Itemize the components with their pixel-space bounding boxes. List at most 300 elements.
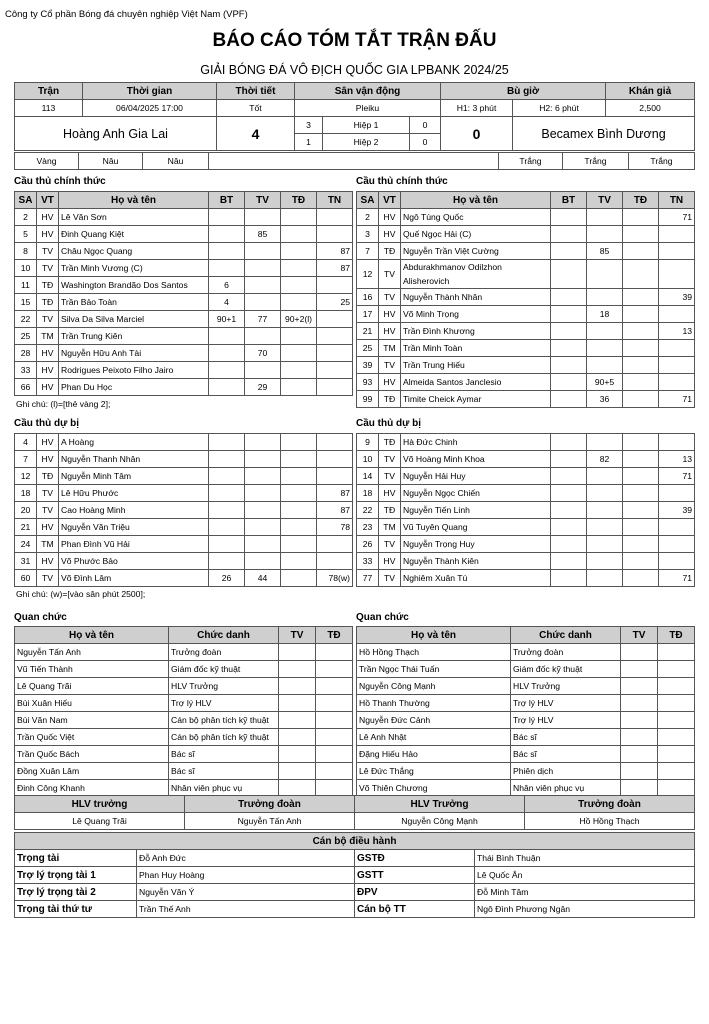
player-sub-out: 71 — [659, 468, 695, 485]
referees-table — [14, 832, 695, 918]
player-name: Nguyễn Minh Tâm — [59, 468, 209, 485]
player-name: Lê Văn Sơn — [59, 209, 209, 226]
table-row — [15, 294, 353, 311]
player-yellow — [245, 243, 281, 260]
player-position: TV — [37, 260, 59, 277]
official-title: Trợ lý HLV — [511, 712, 621, 729]
player-position: TĐ — [37, 294, 59, 311]
player-sub-out: 13 — [659, 323, 695, 340]
player-name: Trần Trung Kiên — [59, 328, 209, 345]
table-row — [357, 661, 695, 678]
table-row — [357, 746, 695, 763]
player-position: TV — [379, 536, 401, 553]
player-sub-out: 25 — [317, 294, 353, 311]
player-position: HV — [37, 553, 59, 570]
ref-role-label: Trọng tài — [15, 850, 137, 867]
table-row — [357, 570, 695, 587]
player-goals — [551, 451, 587, 468]
official-name: Đinh Công Khanh — [15, 780, 169, 797]
table-row — [15, 644, 353, 661]
official-name: Bùi Xuân Hiếu — [15, 695, 169, 712]
official-yellow — [621, 712, 658, 729]
player-goals — [551, 340, 587, 357]
player-yellow — [587, 260, 623, 289]
player-red — [623, 536, 659, 553]
player-col-header: TN — [659, 192, 695, 209]
official-red — [316, 678, 353, 695]
player-name: Nguyễn Trọng Huy — [401, 536, 551, 553]
player-sub-out: 71 — [659, 209, 695, 226]
official-red — [658, 661, 695, 678]
player-number: 21 — [15, 519, 37, 536]
player-sub-out — [659, 536, 695, 553]
table-row — [357, 209, 695, 226]
player-number: 33 — [15, 362, 37, 379]
table-row — [357, 260, 695, 289]
official-name: Lê Anh Nhật — [357, 729, 511, 746]
player-position: TV — [37, 311, 59, 328]
player-sub-out — [317, 345, 353, 362]
official-yellow — [621, 729, 658, 746]
player-sub-out: 71 — [659, 391, 695, 408]
official-name: Võ Thiên Chương — [357, 780, 511, 797]
player-position: TV — [379, 260, 401, 289]
player-position: HV — [37, 226, 59, 243]
table-row — [357, 763, 695, 780]
table-row — [15, 362, 353, 379]
player-yellow: 82 — [587, 451, 623, 468]
half2-home-score: 1 — [295, 134, 323, 151]
official-title: Nhân viên phục vụ — [511, 780, 621, 797]
player-yellow — [587, 536, 623, 553]
player-name: Ngô Tùng Quốc — [401, 209, 551, 226]
official-red — [658, 678, 695, 695]
player-position: HV — [379, 485, 401, 502]
player-red — [623, 260, 659, 289]
table-row — [15, 746, 353, 763]
player-position: HV — [37, 345, 59, 362]
player-number: 25 — [15, 328, 37, 345]
official-red — [316, 729, 353, 746]
player-yellow — [245, 260, 281, 277]
player-yellow — [587, 209, 623, 226]
header-stadium: Sân vận động — [295, 83, 441, 100]
player-yellow — [587, 340, 623, 357]
player-goals — [551, 485, 587, 502]
player-number: 28 — [15, 345, 37, 362]
player-red — [281, 434, 317, 451]
table-row — [15, 712, 353, 729]
player-name: Nguyễn Hữu Anh Tài — [59, 345, 209, 362]
player-sub-out — [317, 209, 353, 226]
home-officials-table — [14, 626, 353, 797]
ref-name: Nguyễn Văn Ý — [137, 884, 355, 901]
home-subs-table — [14, 433, 353, 587]
official-col-header: Họ và tên — [15, 627, 169, 644]
player-position: HV — [379, 306, 401, 323]
player-yellow — [245, 277, 281, 294]
player-red: 90+2(l) — [281, 311, 317, 328]
stoppage-h1: H1: 3 phút — [441, 100, 513, 117]
player-goals — [209, 260, 245, 277]
official-col-header: Chức danh — [169, 627, 279, 644]
player-position: TM — [37, 536, 59, 553]
player-red — [281, 260, 317, 277]
official-red — [316, 746, 353, 763]
player-goals — [209, 209, 245, 226]
player-goals — [551, 226, 587, 243]
player-red — [281, 536, 317, 553]
player-number: 8 — [15, 243, 37, 260]
table-row — [15, 678, 353, 695]
ref-role-label: Trọng tài thứ tư — [15, 901, 137, 918]
official-name: Lê Quang Trãi — [15, 678, 169, 695]
official-yellow — [621, 678, 658, 695]
official-col-header: Họ và tên — [357, 627, 511, 644]
player-sub-out — [317, 451, 353, 468]
player-yellow — [245, 362, 281, 379]
player-number: 21 — [357, 323, 379, 340]
player-yellow — [587, 553, 623, 570]
player-position: TV — [37, 243, 59, 260]
player-number: 25 — [357, 340, 379, 357]
player-goals: 6 — [209, 277, 245, 294]
player-red — [281, 226, 317, 243]
official-red — [316, 780, 353, 797]
player-number: 18 — [357, 485, 379, 502]
player-red — [623, 209, 659, 226]
player-goals: 4 — [209, 294, 245, 311]
half2-away-score: 0 — [410, 134, 441, 151]
player-name: Nguyễn Hải Huy — [401, 468, 551, 485]
table-row — [357, 340, 695, 357]
player-goals — [551, 374, 587, 391]
official-red — [316, 695, 353, 712]
player-number: 11 — [15, 277, 37, 294]
player-col-header: TĐ — [623, 192, 659, 209]
player-position: TV — [379, 570, 401, 587]
player-yellow — [587, 226, 623, 243]
official-yellow — [279, 712, 316, 729]
player-number: 99 — [357, 391, 379, 408]
player-name: Võ Phước Bảo — [59, 553, 209, 570]
player-name: Nguyễn Ngọc Chiến — [401, 485, 551, 502]
player-goals — [551, 306, 587, 323]
player-sub-out — [317, 328, 353, 345]
player-yellow — [245, 451, 281, 468]
table-row — [15, 345, 353, 362]
table-row — [15, 277, 353, 294]
away-officials-title: Quan chức — [356, 612, 409, 623]
player-col-header: TV — [587, 192, 623, 209]
player-goals — [551, 434, 587, 451]
player-yellow: 85 — [245, 226, 281, 243]
player-position: HV — [37, 379, 59, 396]
player-goals — [209, 468, 245, 485]
player-red — [281, 519, 317, 536]
player-number: 24 — [15, 536, 37, 553]
table-row — [15, 434, 353, 451]
player-col-header: TĐ — [281, 192, 317, 209]
player-col-header: SA — [15, 192, 37, 209]
official-yellow — [279, 746, 316, 763]
player-sub-out — [317, 434, 353, 451]
player-number: 3 — [357, 226, 379, 243]
player-number: 33 — [357, 553, 379, 570]
leader-home-coach: Lê Quang Trãi — [15, 813, 185, 830]
player-yellow — [245, 502, 281, 519]
table-row — [15, 226, 353, 243]
player-name: A Hoàng — [59, 434, 209, 451]
player-sub-out: 13 — [659, 451, 695, 468]
player-number: 23 — [357, 519, 379, 536]
player-sub-out: 71 — [659, 570, 695, 587]
player-position: TV — [37, 570, 59, 587]
player-sub-out — [659, 374, 695, 391]
player-yellow: 29 — [245, 379, 281, 396]
official-yellow — [621, 695, 658, 712]
player-number: 26 — [357, 536, 379, 553]
table-row — [357, 374, 695, 391]
player-goals — [209, 243, 245, 260]
ref-name: Ngô Đình Phương Ngân — [475, 901, 695, 918]
player-position: HV — [379, 209, 401, 226]
official-yellow — [621, 763, 658, 780]
player-number: 31 — [15, 553, 37, 570]
player-name: Trần Trung Hiếu — [401, 357, 551, 374]
player-number: 17 — [357, 306, 379, 323]
player-red — [281, 553, 317, 570]
player-position: TM — [37, 328, 59, 345]
player-yellow — [245, 519, 281, 536]
player-position: TĐ — [379, 434, 401, 451]
match-weather: Tốt — [217, 100, 295, 117]
official-name: Trần Ngọc Thái Tuấn — [357, 661, 511, 678]
player-yellow — [587, 502, 623, 519]
home-subs-title: Cầu thủ dự bị — [14, 418, 80, 429]
away-score: 0 — [441, 117, 513, 151]
player-number: 7 — [15, 451, 37, 468]
table-row — [15, 729, 353, 746]
table-row — [15, 695, 353, 712]
player-position: TV — [379, 289, 401, 306]
player-yellow — [587, 357, 623, 374]
official-yellow — [279, 780, 316, 797]
official-name: Trần Quốc Việt — [15, 729, 169, 746]
player-position: TV — [379, 468, 401, 485]
player-red — [281, 570, 317, 587]
table-row — [15, 451, 353, 468]
official-title: HLV Trưởng — [511, 678, 621, 695]
player-number: 5 — [15, 226, 37, 243]
home-score: 4 — [217, 117, 295, 151]
player-yellow — [587, 570, 623, 587]
player-number: 10 — [15, 260, 37, 277]
ref-role-label: Cán bộ TT — [355, 901, 475, 918]
player-yellow — [245, 553, 281, 570]
half2-label: Hiệp 2 — [323, 134, 410, 151]
player-position: TĐ — [379, 391, 401, 408]
away-color-shorts: Trắng — [563, 153, 629, 170]
player-number: 15 — [15, 294, 37, 311]
player-name: Nguyễn Thanh Nhân — [59, 451, 209, 468]
player-sub-out — [659, 434, 695, 451]
player-sub-out — [317, 553, 353, 570]
official-red — [658, 644, 695, 661]
leader-away-manager: Hồ Hồng Thạch — [525, 813, 695, 830]
official-title: Trưởng đoàn — [511, 644, 621, 661]
header-attendance: Khán giả — [606, 83, 695, 100]
player-name: Cao Hoàng Minh — [59, 502, 209, 519]
player-name: Võ Hoàng Minh Khoa — [401, 451, 551, 468]
player-position: TM — [379, 340, 401, 357]
official-col-header: Chức danh — [511, 627, 621, 644]
ref-role-label: GSTT — [355, 867, 475, 884]
official-name: Lê Đức Thắng — [357, 763, 511, 780]
table-row — [357, 678, 695, 695]
home-color-shirt: Vàng — [15, 153, 79, 170]
player-name: Nguyễn Tiến Linh — [401, 502, 551, 519]
player-goals — [209, 379, 245, 396]
player-name: Phan Đình Vũ Hải — [59, 536, 209, 553]
player-red — [623, 243, 659, 260]
player-name: Trần Minh Toàn — [401, 340, 551, 357]
leader-header-away-manager: Trưởng đoàn — [525, 796, 695, 813]
kit-spacer — [209, 153, 499, 170]
player-number: 2 — [15, 209, 37, 226]
ref-name: Trần Thế Anh — [137, 901, 355, 918]
official-title: Cán bộ phân tích kỹ thuật — [169, 712, 279, 729]
player-sub-out: 39 — [659, 289, 695, 306]
player-name: Trần Đình Khương — [401, 323, 551, 340]
player-sub-out — [317, 379, 353, 396]
match-info-table — [14, 82, 695, 151]
player-name: Phan Du Học — [59, 379, 209, 396]
table-row — [357, 391, 695, 408]
player-number: 77 — [357, 570, 379, 587]
ref-name: Đỗ Anh Đức — [137, 850, 355, 867]
player-name: Nguyễn Thành Kiên — [401, 553, 551, 570]
player-goals — [551, 519, 587, 536]
player-position: TV — [37, 502, 59, 519]
home-color-shorts: Nâu — [79, 153, 143, 170]
player-yellow: 18 — [587, 306, 623, 323]
table-row — [15, 260, 353, 277]
official-title: Nhân viên phục vụ — [169, 780, 279, 797]
leader-home-manager: Nguyễn Tấn Anh — [185, 813, 355, 830]
table-row — [15, 328, 353, 345]
official-title: Bác sĩ — [511, 729, 621, 746]
official-col-header: TV — [279, 627, 316, 644]
player-goals — [551, 260, 587, 289]
player-number: 7 — [357, 243, 379, 260]
player-red — [623, 519, 659, 536]
player-red — [281, 328, 317, 345]
kit-colors-table — [14, 152, 695, 170]
player-red — [281, 209, 317, 226]
official-title: Giám đốc kỹ thuật — [169, 661, 279, 678]
table-row — [15, 379, 353, 396]
leader-away-coach: Nguyễn Công Mạnh — [355, 813, 525, 830]
away-color-socks: Trắng — [629, 153, 695, 170]
player-name: Lê Hữu Phước — [59, 485, 209, 502]
player-name: Trần Bảo Toàn — [59, 294, 209, 311]
table-row — [15, 243, 353, 260]
official-name: Nguyễn Đức Cảnh — [357, 712, 511, 729]
player-goals — [209, 519, 245, 536]
player-number: 14 — [357, 468, 379, 485]
player-sub-out: 78 — [317, 519, 353, 536]
away-team-name: Becamex Bình Dương — [513, 117, 695, 151]
official-red — [658, 746, 695, 763]
player-name: Nguyễn Văn Triệu — [59, 519, 209, 536]
official-red — [316, 712, 353, 729]
leader-header-away-coach: HLV Trưởng — [355, 796, 525, 813]
player-goals — [551, 357, 587, 374]
player-yellow — [245, 434, 281, 451]
ref-name: Phan Huy Hoàng — [137, 867, 355, 884]
player-number: 93 — [357, 374, 379, 391]
player-number: 39 — [357, 357, 379, 374]
ref-role-label: GSTĐ — [355, 850, 475, 867]
player-red — [623, 340, 659, 357]
table-row — [15, 780, 353, 797]
player-yellow — [587, 323, 623, 340]
header-match: Trận — [15, 83, 83, 100]
player-yellow — [587, 434, 623, 451]
player-red — [623, 357, 659, 374]
player-number: 20 — [15, 502, 37, 519]
official-yellow — [621, 644, 658, 661]
ref-role-label: Trợ lý trọng tài 2 — [15, 884, 137, 901]
organization-name: Công ty Cổ phần Bóng đá chuyên nghiệp Việt Nam (VPF) — [5, 9, 248, 20]
home-color-socks: Nâu — [143, 153, 209, 170]
table-row — [357, 451, 695, 468]
player-red — [623, 451, 659, 468]
official-red — [316, 661, 353, 678]
player-sub-out — [659, 340, 695, 357]
player-sub-out — [659, 357, 695, 374]
official-name: Nguyễn Tấn Anh — [15, 644, 169, 661]
player-yellow — [245, 328, 281, 345]
home-starters-note: Ghi chú: (l)=[thẻ vàng 2]; — [16, 399, 111, 409]
league-subtitle: GIẢI BÓNG ĐÁ VÔ ĐỊCH QUỐC GIA LPBANK 2024/25 — [200, 63, 509, 77]
official-title: Bác sĩ — [169, 746, 279, 763]
official-red — [658, 695, 695, 712]
official-red — [316, 763, 353, 780]
table-row — [357, 434, 695, 451]
table-row — [357, 289, 695, 306]
player-name: Almeida Santos Janclesio — [401, 374, 551, 391]
table-row — [15, 209, 353, 226]
table-row — [15, 763, 353, 780]
home-starters-title: Cầu thủ chính thức — [14, 176, 106, 187]
player-position: HV — [379, 226, 401, 243]
player-name: Abdurakhmanov Odilzhon Alisherovich — [401, 260, 551, 289]
player-goals — [209, 536, 245, 553]
match-attendance: 2,500 — [606, 100, 695, 117]
player-yellow — [587, 468, 623, 485]
player-red — [281, 451, 317, 468]
player-goals — [551, 553, 587, 570]
table-row — [15, 519, 353, 536]
player-red — [281, 277, 317, 294]
table-row — [357, 519, 695, 536]
table-row — [15, 536, 353, 553]
table-row — [15, 502, 353, 519]
home-team-name: Hoàng Anh Gia Lai — [15, 117, 217, 151]
table-row — [357, 780, 695, 797]
